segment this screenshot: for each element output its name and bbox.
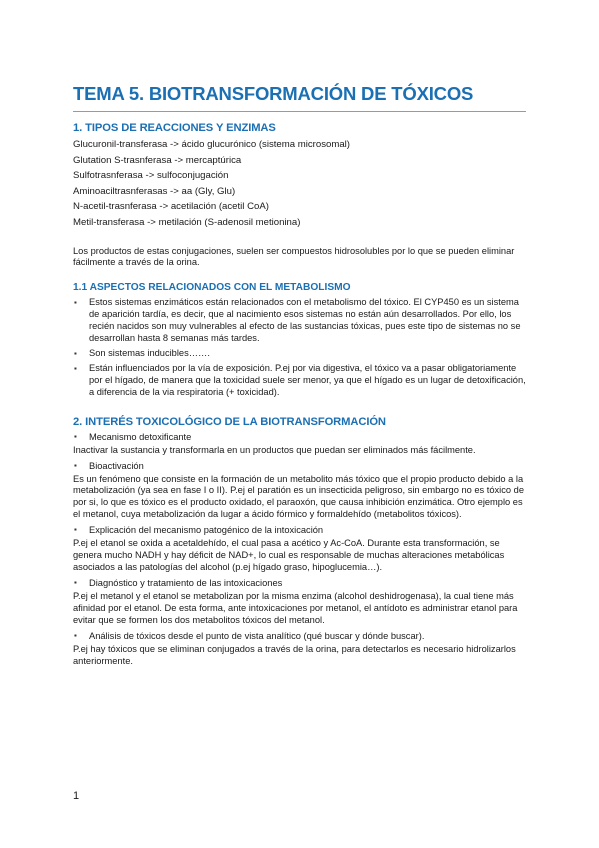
interest-item [73,524,528,574]
list-item [73,297,528,345]
enzyme-line: Glutation S-trasnferasa -> mercaptúrica [73,154,242,166]
bullet-icon: ▪ [74,363,77,373]
metabolism-bullets [73,297,528,398]
conjugation-paragraph: Los productos de estas conjugaciones, suelen ser compuestos hidrosolubles por lo que se pueden eliminar fácilmente a través de la orina. [73,245,515,268]
item-label: ▪ Mecanismo detoxificante [74,431,192,442]
bullet-icon: ▪ [74,349,77,358]
enzyme-line: N-acetil-trasnferasa -> acetilación (acetil CoA) [73,201,269,213]
item-text: P.ej el etanol se oxida a acetaldehído, el cual pasa a acético y Ac-CoA. Durante esta transformación, se genera mucho NADH y hay déficit de NAD+, lo cual es responsable de muchas alteraciones metabólicas asociados a las patologías del alcohol (p.ej hígado graso, hipoglucemia…). [73,538,505,572]
item-text: P.ej el metanol y el etanol se metabolizan por la misma enzima (alcohol deshidrogenasa), la cual tiene más afinidad por el etanol. De esta forma, ante intoxicaciones por metanol, el antídoto es administrar etanol para evitar que se formen los dos metabolitos tóxicos del metanol. [73,590,518,625]
bullet-icon: ▪ [74,298,77,308]
bullet-icon: ▪ [74,431,77,441]
item-text: Es un fenómeno que consiste en la formación de un metabolito más tóxico que el propio producto debido a la metabolización (ya sea en fase I o II). P.ej el paratión es un insecticida peligroso, sin embargo no es tóxico de por si, lo que es tóxico es el producto oxidado, el paraoxón, que causa inhibición enzimática. Otro ejemplo es el metanol, cuya metabolización da lugar a ácido fórmico y formaldehído (metabolitos tóxicos). [73,473,524,520]
item-label: ▪ Análisis de tóxicos desde el punto de vista analítico (qué buscar y dónde buscar). [74,630,425,641]
bullet-text: Estos sistemas enzimáticos están relacionados con el metabolismo del tóxico. El CYP450 es un sistema de aparición tardía, es decir, que al nacimiento esos sistemas no están aún desarrollados. Por ello, los recién nacidos son muy vulnerables al efecto de las sustancias tóxicas, pues este tipo de sistemas no se desarrollan hasta 8 semanas más tardes. [89,297,521,344]
enzyme-line: Glucuronil-transferasa -> ácido glucurónico (sistema microsomal) [73,139,350,150]
bullet-icon: ▪ [74,577,77,587]
item-label: ▪ Bioactivación [74,460,144,471]
enzyme-line: Aminoaciltrasnferasas -> aa (Gly, Glu) [73,185,236,197]
section-2-heading: 2. INTERÉS TOXICOLÓGICO DE LA BIOTRANSFORMACIÓN [73,415,386,428]
interest-item [73,577,528,627]
page-title: TEMA 5. BIOTRANSFORMACIÓN DE TÓXICOS [73,83,474,104]
bullet-text: Están influenciados por la vía de exposición. P.ej por via digestiva, el tóxico va a pasar obligatoriamente por el hígado, de manera que la toxicidad suele ser menor, ya que el hígado es un lugar de detoxificación, a diferencia de la via respiratoria (+ toxicidad). [89,362,526,397]
enzyme-line: Sulfotrasnferasa -> sulfoconjugación [73,170,229,182]
bullet-text: Son sistemas inducibles……. [89,348,210,358]
enzyme-line: Metil-transferasa -> metilación (S-adenosil metionina) [73,216,301,228]
bullet-icon: ▪ [74,630,77,640]
bullet-icon: ▪ [74,460,77,470]
list-item [73,348,528,360]
interest-item [73,431,528,457]
item-text: Inactivar la sustancia y transformarla en un productos que puedan ser eliminados más fácilmente. [73,444,476,455]
interest-item [73,460,528,522]
page-number: 1 [73,790,80,802]
bullet-icon: ▪ [74,525,77,535]
interest-item [73,630,528,668]
title-divider [73,111,526,112]
page-content [73,83,528,667]
section-1-1-heading: 1.1 ASPECTOS RELACIONADOS CON EL METABOLISMO [73,282,351,294]
list-item [73,363,528,399]
item-label: ▪ Diagnóstico y tratamiento de las intoxicaciones [74,577,283,588]
item-text: P.ej hay tóxicos que se eliminan conjugados a través de la orina, para detectarlos es necesario hidrolizarlos anteriormente. [73,643,516,666]
section-1-heading: 1. TIPOS DE REACCIONES Y ENZIMAS [73,122,276,134]
enzyme-list [73,137,528,231]
item-label: ▪ Explicación del mecanismo patogénico de la intoxicación [74,525,324,536]
